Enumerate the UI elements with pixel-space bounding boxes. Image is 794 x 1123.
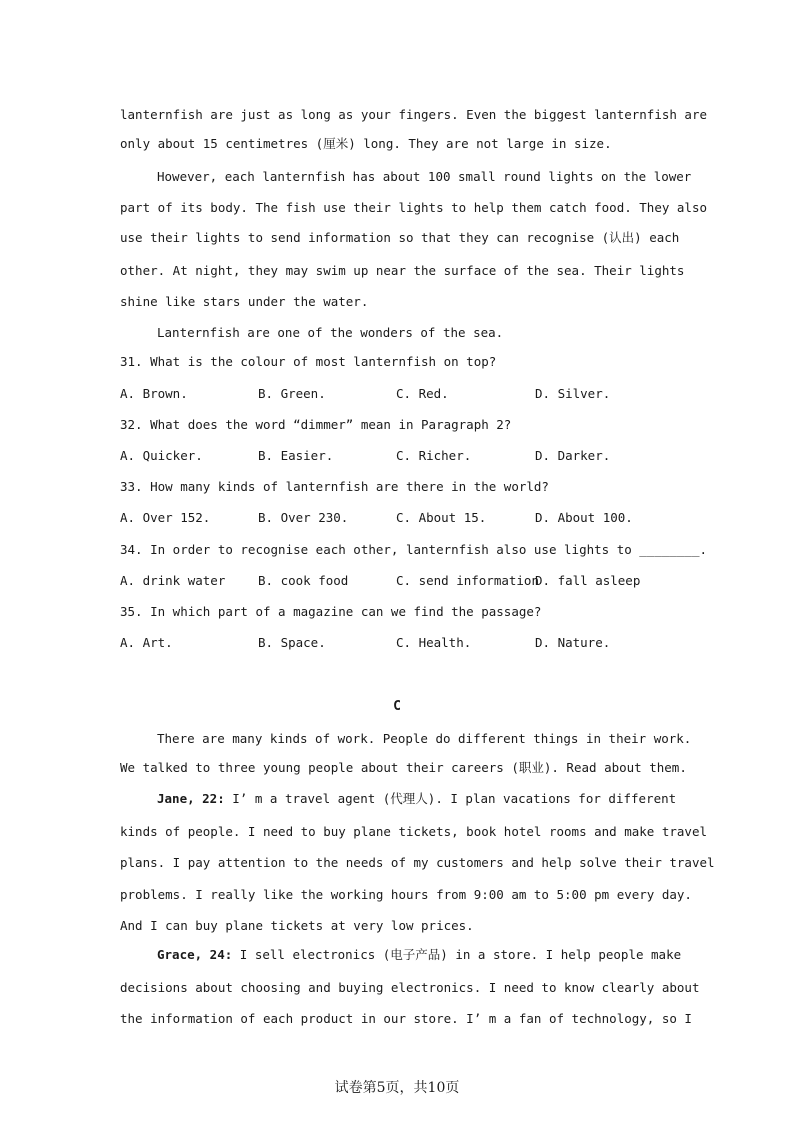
question-stem: 34. In order to recognise each other, lanternfish also use lights to ________. [120, 542, 707, 557]
passage-line: the information of each product in our store. I’ m a fan of technology, so I [120, 1011, 692, 1026]
option-c: C. send information [396, 573, 539, 588]
passage-line: kinds of people. I need to buy plane tickets, book hotel rooms and make travel [120, 824, 707, 839]
passage-line: Lanternfish are one of the wonders of the sea. [157, 325, 504, 340]
question-stem: 32. What does the word “dimmer” mean in Paragraph 2? [120, 417, 512, 432]
passage-line: plans. I pay attention to the needs of my customers and help solve their travel [120, 855, 715, 870]
speaker-name: Grace, 24: [157, 947, 233, 962]
passage-line: I sell electronics (电子产品) in a store. I help people make [232, 947, 682, 962]
option-b: B. Easier. [258, 448, 334, 463]
option-d: D. Nature. [535, 635, 611, 650]
speaker-paragraph [157, 947, 681, 963]
passage-line: part of its body. The fish use their lights to help them catch food. They also [120, 200, 707, 215]
speaker-name: Jane, 22: [157, 791, 225, 806]
option-b: B. Space. [258, 635, 326, 650]
option-c: C. Red. [396, 386, 449, 401]
passage-line: only about 15 centimetres (厘米) long. They are not large in size. [120, 136, 612, 151]
speaker-paragraph [157, 791, 676, 807]
passage-line: I’ m a travel agent (代理人). I plan vacations for different [224, 791, 677, 806]
passage-line: shine like stars under the water. [120, 294, 369, 309]
option-d: D. Darker. [535, 448, 611, 463]
passage-line: We talked to three young people about their careers (职业). Read about them. [120, 760, 687, 775]
passage-line: problems. I really like the working hours from 9:00 am to 5:00 pm every day. [120, 887, 692, 902]
option-c: C. About 15. [396, 510, 487, 525]
option-a: A. Over 152. [120, 510, 211, 525]
passage-line: However, each lanternfish has about 100 small round lights on the lower [157, 169, 692, 184]
option-b: B. Green. [258, 386, 326, 401]
passage-line: use their lights to send information so that they can recognise (认出) each [120, 230, 680, 245]
passage-line: And I can buy plane tickets at very low prices. [120, 918, 474, 933]
page-footer: 试卷第5页，共10页 [334, 1080, 460, 1096]
passage-line: decisions about choosing and buying electronics. I need to know clearly about [120, 980, 700, 995]
question-stem: 33. How many kinds of lanternfish are there in the world? [120, 479, 549, 494]
passage-line: other. At night, they may swim up near the surface of the sea. Their lights [120, 263, 685, 278]
passage-line: There are many kinds of work. People do different things in their work. [157, 731, 692, 746]
option-a: A. Brown. [120, 386, 188, 401]
option-d: D. fall asleep [535, 573, 641, 588]
question-stem: 31. What is the colour of most lanternfish on top? [120, 354, 497, 369]
section-heading: C [393, 699, 401, 714]
option-d: D. About 100. [535, 510, 633, 525]
option-d: D. Silver. [535, 386, 611, 401]
question-stem: 35. In which part of a magazine can we find the passage? [120, 604, 542, 619]
option-b: B. Over 230. [258, 510, 349, 525]
option-a: A. Quicker. [120, 448, 203, 463]
option-b: B. cook food [258, 573, 349, 588]
option-c: C. Health. [396, 635, 472, 650]
passage-line: lanternfish are just as long as your fingers. Even the biggest lanternfish are [120, 107, 707, 122]
option-a: A. Art. [120, 635, 173, 650]
option-c: C. Richer. [396, 448, 472, 463]
option-a: A. drink water [120, 573, 226, 588]
